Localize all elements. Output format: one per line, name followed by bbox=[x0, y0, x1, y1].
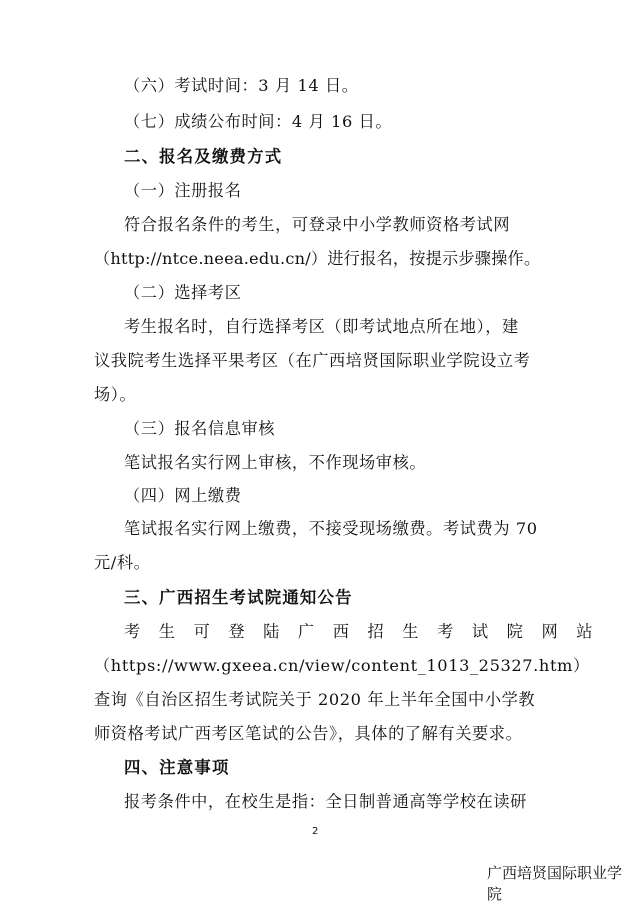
paragraph-line: 元/科。 bbox=[94, 553, 151, 572]
exam-time-line: （六）考试时间：3 月 14 日。 bbox=[124, 76, 359, 95]
paragraph-line: 符合报名条件的考生，可登录中小学教师资格考试网 bbox=[124, 215, 511, 234]
subheading-payment: （四）网上缴费 bbox=[124, 486, 242, 505]
paragraph-line: 报考条件中，在校生是指：全日制普通高等学校在读研 bbox=[124, 792, 527, 811]
paragraph-line: 考生报名时，自行选择考区（即考试地点所在地），建 bbox=[124, 317, 519, 336]
paragraph-line-url: （http://ntce.neea.edu.cn/）进行报名，按提示步骤操作。 bbox=[94, 249, 541, 268]
paragraph-line: 师资格考试广西考区笔试的公告》，具体的了解有关要求。 bbox=[94, 724, 523, 743]
watermark-caption: 广西培贤国际职业学院 bbox=[487, 864, 623, 903]
page-number: 2 bbox=[312, 826, 319, 837]
subheading-review: （三）报名信息审核 bbox=[124, 419, 276, 438]
paragraph-line: 查询《自治区招生考试院关于 2020 年上半年全国中小学教 bbox=[94, 690, 536, 709]
section-heading-registration: 二、报名及缴费方式 bbox=[124, 147, 283, 166]
paragraph-line-url: （https://www.gxeea.cn/view/content_1013_25327.htm） bbox=[94, 656, 590, 675]
paragraph-line: 笔试报名实行网上缴费，不接受现场缴费。考试费为 70 bbox=[124, 519, 538, 538]
subheading-register: （一）注册报名 bbox=[124, 181, 242, 200]
paragraph-line: 笔试报名实行网上审核，不作现场审核。 bbox=[124, 453, 427, 472]
section-heading-notice: 三、广西招生考试院通知公告 bbox=[124, 588, 353, 607]
paragraph-line: 场）。 bbox=[94, 385, 137, 404]
paragraph-line-spaced: 考生可登陆广西招生考试院网站 bbox=[124, 622, 612, 641]
result-date-line: （七）成绩公布时间：4 月 16 日。 bbox=[124, 112, 393, 131]
section-heading-notes: 四、注意事项 bbox=[124, 758, 230, 777]
subheading-select-area: （二）选择考区 bbox=[124, 283, 242, 302]
paragraph-line: 议我院考生选择平果考区（在广西培贤国际职业学院设立考 bbox=[94, 351, 531, 370]
